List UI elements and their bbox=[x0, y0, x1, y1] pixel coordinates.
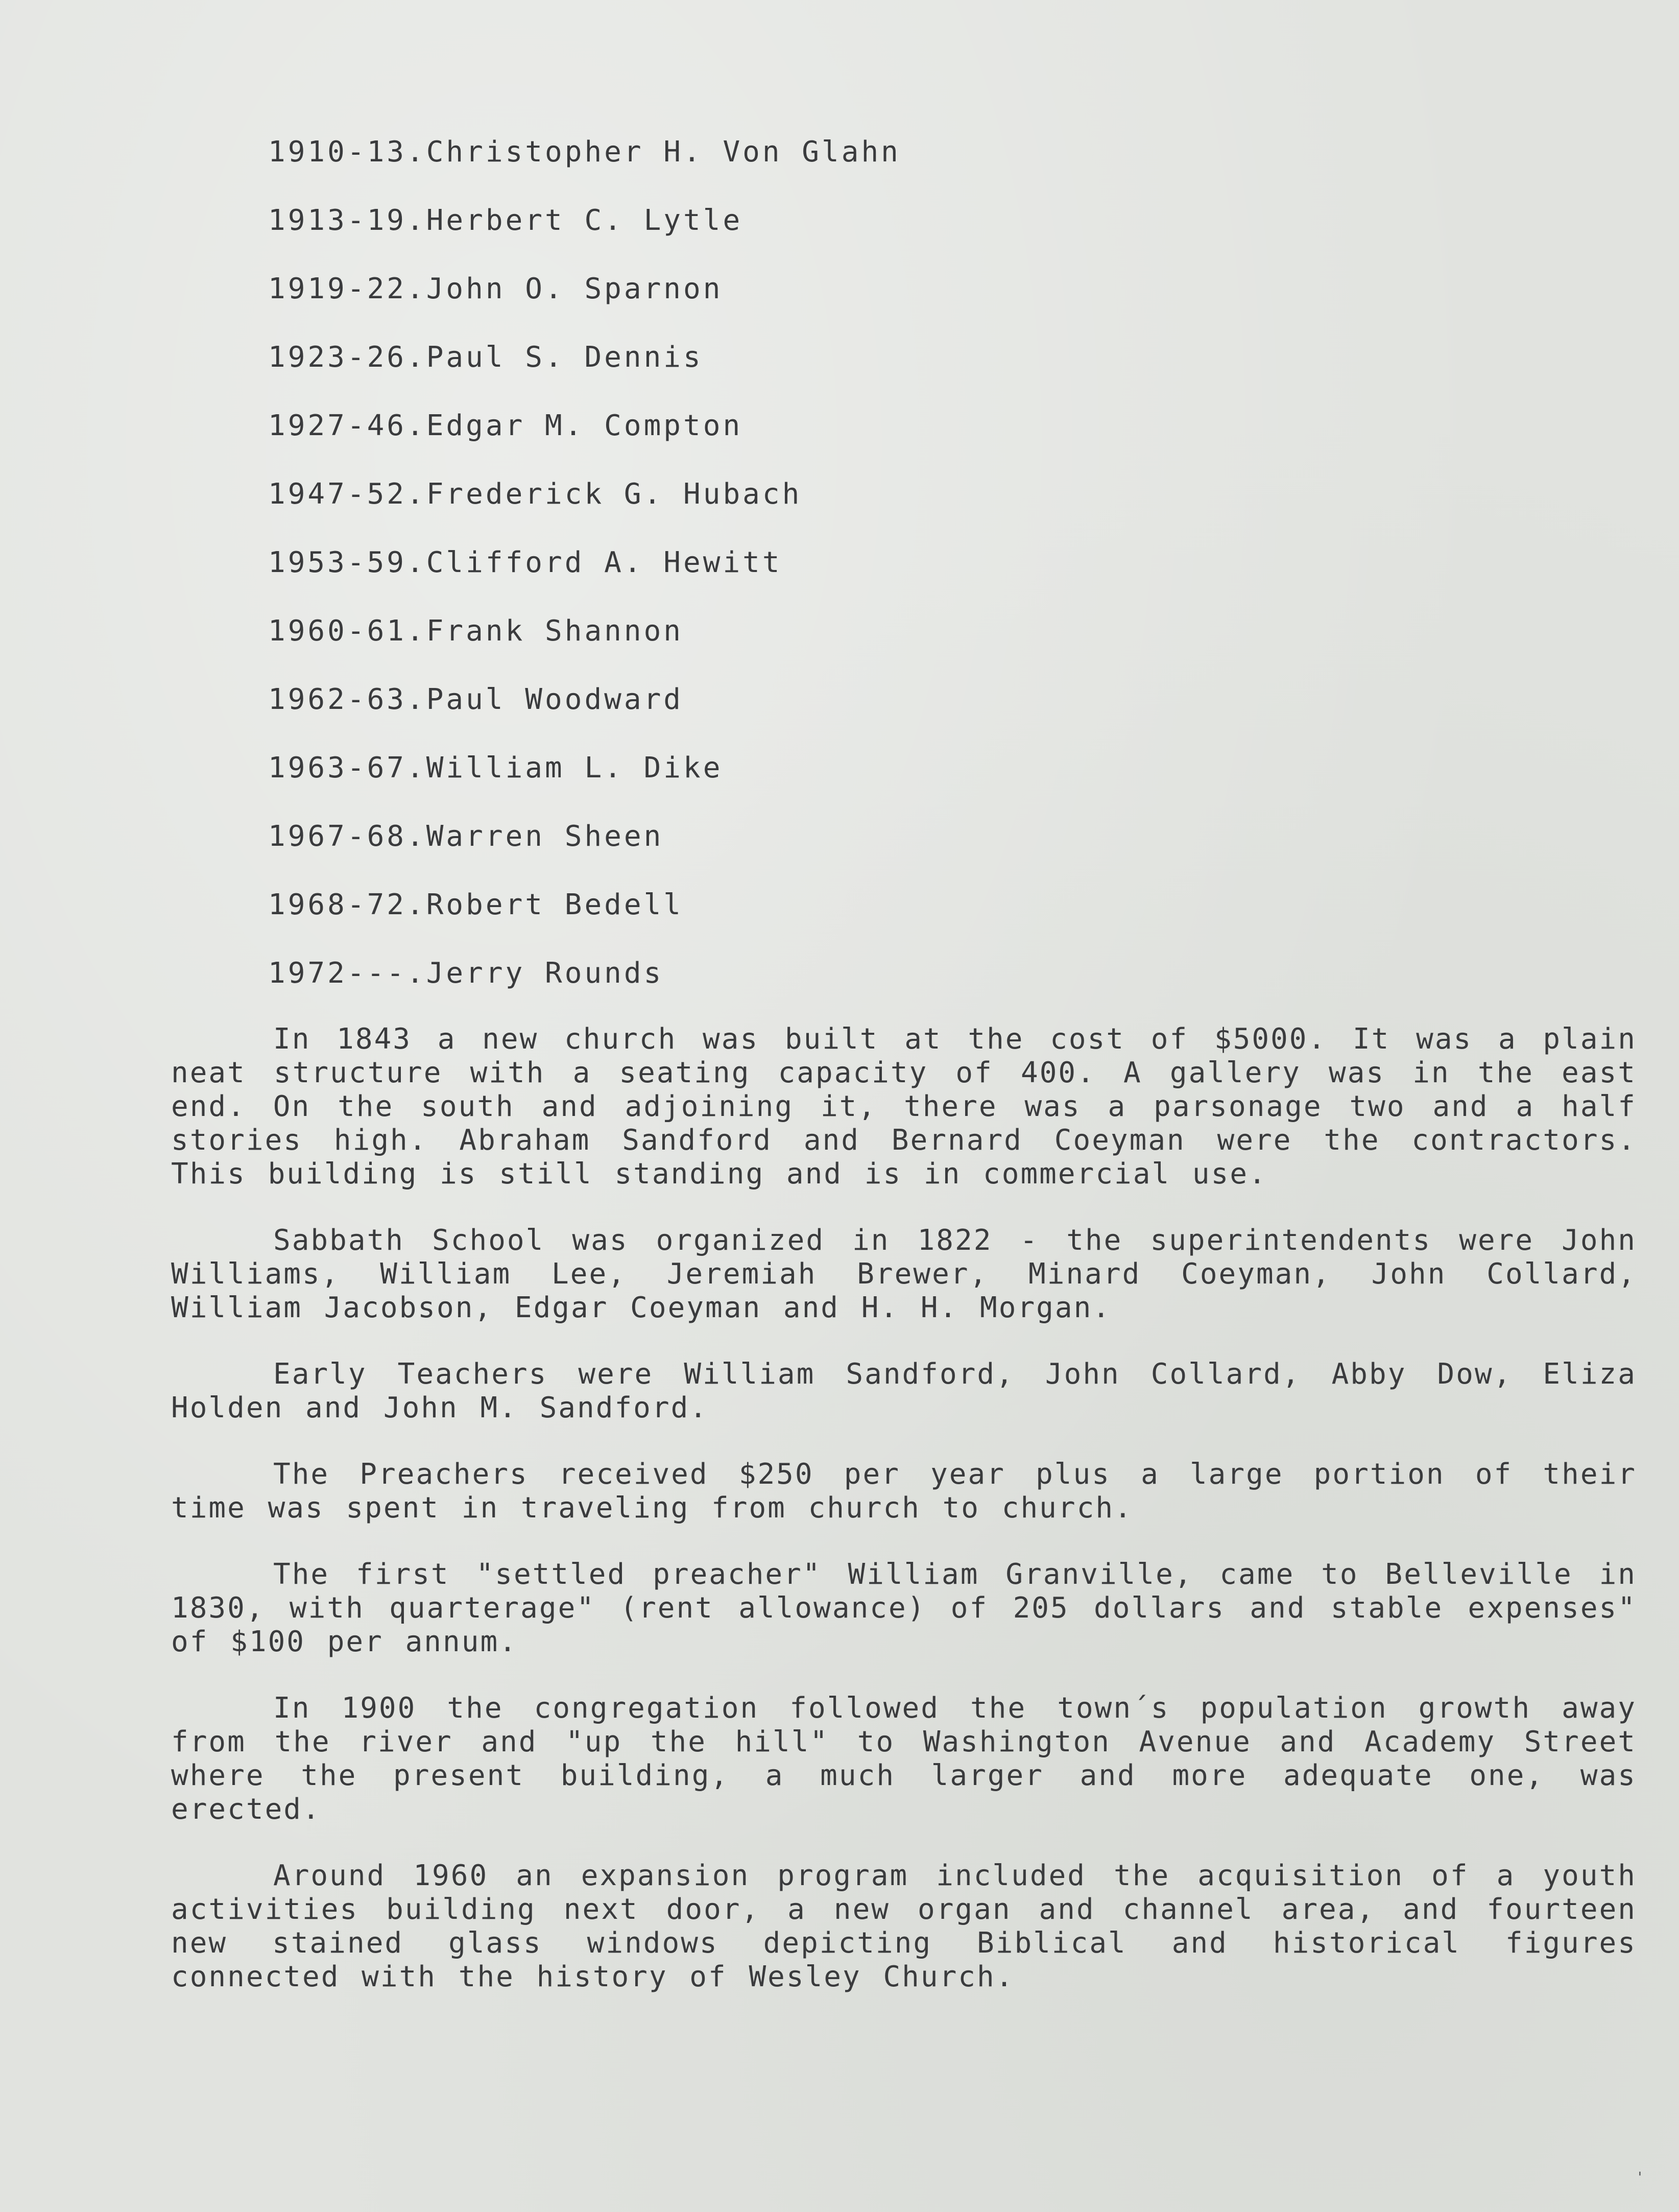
pastor-name: John O. Sparnon bbox=[426, 272, 723, 305]
history-text bbox=[171, 1022, 1637, 2027]
pastor-list bbox=[268, 132, 1392, 1021]
pastor-years: 1910-13. bbox=[268, 135, 426, 169]
pastor-years: 1962-63. bbox=[268, 683, 426, 716]
pastor-name: Frederick G. Hubach bbox=[426, 478, 802, 511]
pastor-name: Clifford A. Hewitt bbox=[426, 546, 782, 579]
pastor-name: Robert Bedell bbox=[426, 888, 684, 921]
pastor-entry bbox=[268, 885, 1392, 953]
pastor-entry bbox=[268, 679, 1392, 748]
pastor-entry bbox=[268, 542, 1392, 611]
pastor-years: 1972---. bbox=[268, 957, 426, 990]
pastor-years: 1927-46. bbox=[268, 409, 426, 442]
pastor-entry bbox=[268, 748, 1392, 816]
paragraph-1843-church: In 1843 a new church was built at the cost of $5000. It was a plain neat structure with a seating capacity of 400. A gallery was in the east end. On the south and adjoining it, there was a parsonage two and a half stories high. Abraham Sandford and Bernard Coeyman were the contractors. This building is still standing and is in commercial use. bbox=[171, 1022, 1637, 1191]
pastor-entry bbox=[268, 474, 1392, 542]
pastor-entry bbox=[268, 953, 1392, 1021]
pastor-name: William L. Dike bbox=[426, 751, 723, 784]
pastor-entry bbox=[268, 406, 1392, 474]
pastor-years: 1963-67. bbox=[268, 751, 426, 784]
pastor-name: Christopher H. Von Glahn bbox=[426, 135, 901, 169]
pastor-years: 1953-59. bbox=[268, 546, 426, 579]
pastor-years: 1967-68. bbox=[268, 820, 426, 853]
pastor-name: Paul S. Dennis bbox=[426, 341, 703, 374]
pastor-years: 1968-72. bbox=[268, 888, 426, 921]
pastor-years: 1923-26. bbox=[268, 341, 426, 374]
pastor-name: Frank Shannon bbox=[426, 614, 684, 648]
paragraph-1960-expansion: Around 1960 an expansion program included the acquisition of a youth activities building next door, a new organ and channel area, and fourteen new stained glass windows depicting Biblical and historical figures connected with the history of Wesley Church. bbox=[171, 1859, 1637, 1993]
pastor-name: Warren Sheen bbox=[426, 820, 664, 853]
paragraph-early-teachers: Early Teachers were William Sandford, John Collard, Abby Dow, Eliza Holden and John M. Sandford. bbox=[171, 1358, 1637, 1424]
pastor-entry bbox=[268, 200, 1392, 269]
pastor-years: 1919-22. bbox=[268, 272, 426, 305]
paragraph-settled-preacher: The first "settled preacher" William Granville, came to Belleville in 1830, with quarterage" (rent allowance) of 205 dollars and stable expenses" of $100 per annum. bbox=[171, 1558, 1637, 1658]
paragraph-1900-move: In 1900 the congregation followed the town´s population growth away from the river and "up the hill" to Washington Avenue and Academy Street where the present building, a much larger and more adequate one, was erected. bbox=[171, 1692, 1637, 1826]
pastor-entry bbox=[268, 611, 1392, 679]
pastor-entry bbox=[268, 337, 1392, 406]
pastor-entry bbox=[268, 816, 1392, 885]
pastor-name: Paul Woodward bbox=[426, 683, 684, 716]
pastor-entry bbox=[268, 269, 1392, 337]
pastor-years: 1960-61. bbox=[268, 614, 426, 648]
pastor-years: 1913-19. bbox=[268, 204, 426, 237]
paragraph-preachers-pay: The Preachers received $250 per year plus a large portion of their time was spent in traveling from church to church. bbox=[171, 1458, 1637, 1525]
pastor-name: Edgar M. Compton bbox=[426, 409, 743, 442]
paragraph-sabbath-school: Sabbath School was organized in 1822 - the superintendents were John Williams, William Lee, Jeremiah Brewer, Minard Coeyman, John Collard, William Jacobson, Edgar Coeyman and H. H. Morgan. bbox=[171, 1224, 1637, 1324]
pastor-entry bbox=[268, 132, 1392, 200]
pastor-name: Jerry Rounds bbox=[426, 957, 664, 990]
pastor-name: Herbert C. Lytle bbox=[426, 204, 743, 237]
corner-mark: ' bbox=[1636, 2169, 1644, 2185]
pastor-years: 1947-52. bbox=[268, 478, 426, 511]
